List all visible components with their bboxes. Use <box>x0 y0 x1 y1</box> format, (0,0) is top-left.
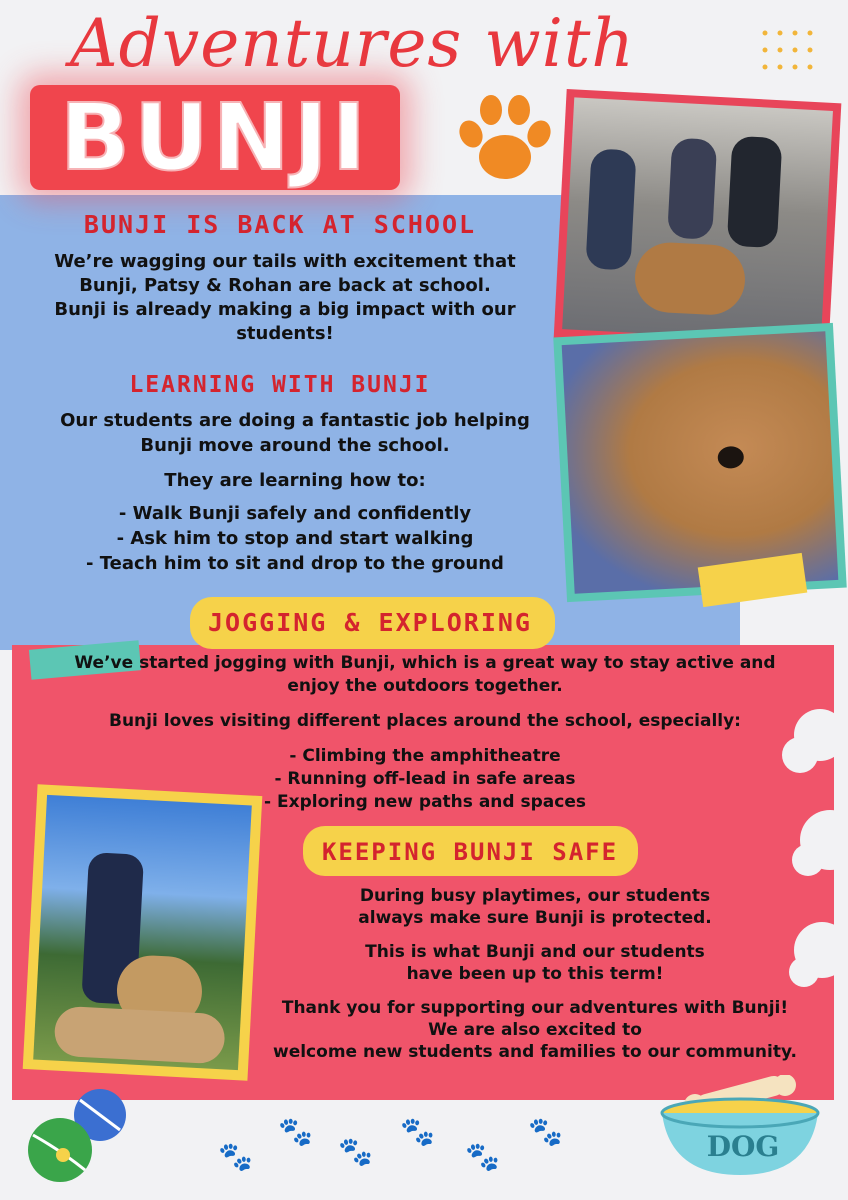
section4-heading: KEEPING BUNJI SAFE <box>321 838 619 866</box>
paw-print-icon: 🐾 <box>528 1115 563 1148</box>
list-item: - Ask him to stop and start walking <box>116 528 474 549</box>
section4-body <box>240 885 830 1063</box>
student-shape <box>727 136 783 248</box>
section2-heading: LEARNING WITH BUNJI <box>129 372 431 398</box>
text-line: We’ve started jogging with Bunji, which is a great way to stay active and <box>74 653 776 673</box>
text-line: Bunji is already making a big impact with our <box>54 299 516 320</box>
section1-heading: BUNJI IS BACK AT SCHOOL <box>83 210 477 239</box>
dog-nose <box>717 446 744 469</box>
text-line: have been up to this term! <box>406 964 664 984</box>
list-item: - Exploring new paths and spaces <box>264 792 586 812</box>
text-line: students! <box>236 323 334 344</box>
title-line2: BUNJI <box>59 84 371 191</box>
ball-icon <box>25 1085 135 1185</box>
paw-print-icon <box>455 92 555 187</box>
list-item: - Climbing the amphitheatre <box>289 746 561 766</box>
text-line: Our students are doing a fantastic job helping <box>60 410 530 431</box>
photo-frame-3 <box>23 784 263 1080</box>
dot-grid-icon <box>760 28 830 78</box>
students-with-dog-photo <box>562 97 833 342</box>
text-line: During busy playtimes, our students <box>359 886 711 906</box>
text-line: always make sure Bunji is protected. <box>358 908 712 928</box>
text-line: This is what Bunji and our students <box>365 942 705 962</box>
dog-shape <box>633 241 747 317</box>
list-item: - Teach him to sit and drop to the ground <box>86 553 504 574</box>
text-line: enjoy the outdoors together. <box>287 676 563 696</box>
paw-print-icon: 🐾 <box>218 1140 253 1173</box>
section3-heading: JOGGING & EXPLORING <box>208 608 532 637</box>
title-line1: Adventures with <box>70 5 635 82</box>
student-shape <box>585 148 636 270</box>
paw-print-icon: 🐾 <box>278 1115 313 1148</box>
rock-shape <box>53 1006 225 1065</box>
text-line: They are learning how to: <box>164 470 426 491</box>
text-line: Bunji loves visiting different places around the school, especially: <box>109 711 741 731</box>
text-line: Thank you for supporting our adventures with Bunji! <box>281 998 789 1018</box>
student-shape <box>667 138 717 240</box>
paw-print-icon: 🐾 <box>400 1115 435 1148</box>
text-line: Bunji move around the school. <box>140 435 450 456</box>
text-line: Bunji, Patsy & Rohan are back at school. <box>79 275 491 296</box>
text-line: We’re wagging our tails with excitement that <box>54 251 516 272</box>
list-item: - Running off-lead in safe areas <box>274 769 576 789</box>
text-line: welcome new students and families to our community. <box>273 1042 797 1062</box>
paw-print-icon: 🐾 <box>465 1140 500 1173</box>
text-line: We are also excited to <box>428 1020 642 1040</box>
photo-frame-1 <box>554 89 842 353</box>
bowl-label: DOG <box>706 1130 780 1163</box>
paw-print-icon: 🐾 <box>338 1135 373 1168</box>
boy-with-dog-photo <box>33 795 252 1070</box>
list-item: - Walk Bunji safely and confidently <box>118 503 472 524</box>
section2-body <box>20 408 570 576</box>
section1-body <box>20 250 550 346</box>
